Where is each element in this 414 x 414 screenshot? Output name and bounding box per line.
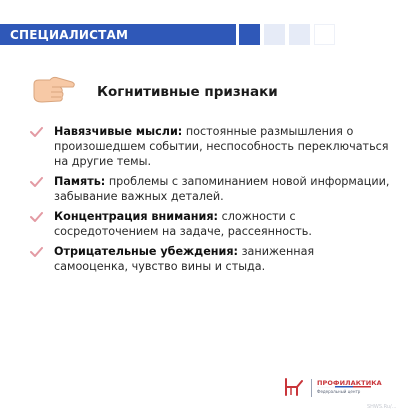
footer-logo [283,377,393,399]
brand-name: ПРОФИЛАКТИКА [317,379,382,387]
check-icon [30,212,43,222]
pointing-hand-icon [30,74,76,108]
header-square [239,24,260,45]
header-square [314,24,335,45]
header-label: СПЕЦИАЛИСТАМ [10,27,129,42]
header-square [289,24,310,45]
list-item [30,174,390,204]
list-item [30,244,390,274]
item-description: проблемы с запоминанием новой информации, забывание важных деталей. [54,175,390,203]
check-icon [30,177,43,187]
brand-tagline: Федеральный центр [317,389,361,394]
list-item [30,124,390,169]
item-term: Навязчивые мысли: [54,125,183,138]
item-term: Память: [54,175,106,188]
chair-logo-icon [283,377,305,397]
header-band [0,24,236,45]
check-icon [30,127,43,137]
symptom-list [30,124,390,279]
item-description: постоянные размышления о произошедшем событии, неспособность переключаться на другие темы. [54,125,389,168]
list-item [30,209,390,239]
logo-divider [311,379,312,397]
item-term: Концентрация внимания: [54,210,218,223]
item-description: сложности с сосредоточением на задаче, рассеянность. [54,210,312,238]
watermark: SHWS.Ru/... [367,404,397,410]
item-term: Отрицательные убеждения: [54,245,239,258]
header-square [264,24,285,45]
section-title: Когнитивные признаки [97,84,278,100]
item-description: заниженная самооценка, чувство вины и стыда. [54,245,315,273]
check-icon [30,247,43,257]
